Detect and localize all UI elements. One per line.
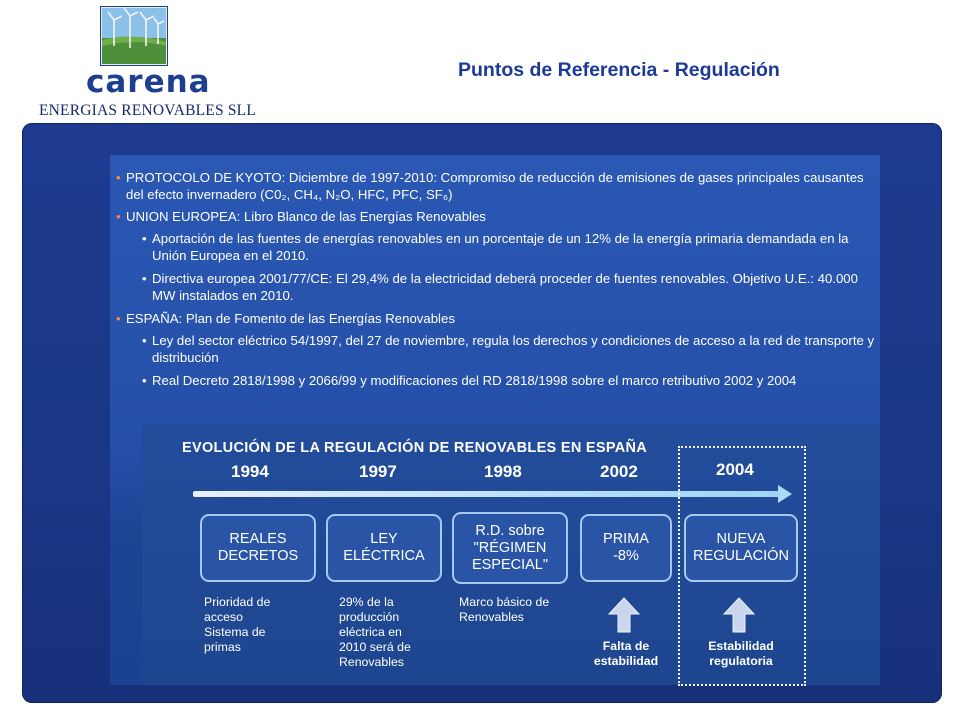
company-logo [36, 4, 257, 122]
card-prima [580, 514, 672, 582]
note-1998 [459, 595, 549, 625]
bullet-marker-icon: • [142, 373, 147, 388]
bullet-item [116, 372, 876, 389]
card-line: ESPECIAL" [471, 556, 549, 573]
bullet-heading: ESPAÑA: [126, 311, 183, 326]
bullet-heading: PROTOCOLO DE KYOTO: Diciembre de 1997-2010: [126, 170, 438, 185]
bullet-marker-icon: • [116, 209, 121, 224]
bullet-text: Libro Blanco de las Energías Renovables [240, 209, 486, 224]
year-1997: 1997 [359, 462, 397, 481]
note-1994 [204, 595, 270, 655]
bullet-item [116, 230, 876, 264]
note-line: eléctrica en [339, 625, 402, 639]
bullet-marker-icon: • [142, 231, 147, 246]
bullet-text: Ley del sector eléctrico 54/1997, del 27 de noviembre, regula los derechos y condiciones de acceso a la red de transporte y distribución [152, 333, 875, 365]
year-1998: 1998 [484, 462, 522, 481]
bullet-marker-icon: • [142, 333, 147, 348]
up-arrow-icon [607, 596, 641, 634]
label-falta-estabilidad [584, 639, 668, 669]
timeline-title: EVOLUCIÓN DE LA REGULACIÓN DE RENOVABLES EN ESPAÑA [182, 440, 648, 456]
note-line: Renovables [339, 655, 404, 669]
bullet-text: Directiva europea 2001/77/CE: El 29,4% de la electricidad deberá proceder de fuentes renovables. Objetivo U.E.: 40.000 MW instalados en 2010. [152, 271, 858, 303]
card-nueva-regulacion [684, 514, 798, 582]
card-line: LEY [370, 531, 398, 547]
card-line: REGULACIÓN [693, 548, 789, 564]
card-regimen-especial [452, 512, 568, 584]
label-line: Estabilidad [708, 639, 774, 653]
bullet-list [116, 169, 876, 395]
wind-farm-logo-icon [100, 6, 168, 66]
bullet-marker-icon: • [116, 311, 121, 326]
bullet-heading: UNION EUROPEA: [126, 209, 241, 224]
card-line: -8% [613, 548, 639, 564]
note-line: Marco básico de [459, 595, 550, 609]
note-line: acceso [204, 610, 243, 624]
note-line: Renovables [459, 610, 524, 624]
label-estabilidad-regulatoria [696, 639, 786, 669]
note-line: Sistema de [204, 625, 266, 639]
bullet-text: Real Decreto 2818/1998 y 2066/99 y modificaciones del RD 2818/1998 sobre el marco retributivo 2002 y 2004 [152, 373, 797, 388]
card-line: "RÉGIMEN [473, 539, 547, 556]
card-line: NUEVA [716, 531, 766, 547]
bullet-text: Aportación de las fuentes de energías renovables en un porcentaje de un 12% de la energía primaria demandada en la Unión Europea en el 2010. [152, 231, 849, 263]
logo-wordmark: carena [86, 64, 211, 100]
bullet-item [116, 310, 876, 327]
card-line: R.D. sobre [475, 522, 545, 539]
note-line: Prioridad de [204, 595, 271, 609]
bullet-text: Compromiso de reducción de emisiones de gases principales causantes del efecto invernadero (C0₂, CH₄, N₂O, HFC, PFC, SF₆) [126, 170, 864, 202]
label-line: regulatoria [709, 654, 773, 668]
label-line: estabilidad [593, 654, 659, 668]
note-1997 [339, 595, 411, 670]
card-line: DECRETOS [217, 548, 299, 564]
year-2004: 2004 [716, 460, 754, 479]
bullet-item [116, 169, 876, 203]
card-line: PRIMA [603, 531, 649, 547]
card-ley-electrica [326, 514, 442, 582]
year-2002: 2002 [600, 462, 638, 481]
note-line: primas [204, 640, 241, 654]
note-line: 29% de la [339, 595, 394, 609]
bullet-item [116, 332, 876, 366]
up-arrow-icon [722, 596, 756, 634]
card-line: REALES [229, 531, 287, 547]
bullet-item [116, 208, 876, 225]
bullet-marker-icon: • [142, 271, 147, 286]
note-line: producción [339, 610, 400, 624]
logo-subtitle: ENERGIAS RENOVABLES SLL [39, 102, 257, 119]
note-line: 2010 será de [339, 640, 411, 654]
bullet-marker-icon: • [116, 170, 121, 185]
year-1994: 1994 [231, 462, 269, 481]
card-reales-decretos [200, 514, 316, 582]
bullet-item [116, 270, 876, 304]
page-title: Puntos de Referencia - Regulación [458, 59, 780, 81]
bullet-text: Plan de Fomento de las Energías Renovables [182, 311, 455, 326]
label-line: Falta de [602, 639, 650, 653]
card-line: ELÉCTRICA [343, 548, 425, 564]
